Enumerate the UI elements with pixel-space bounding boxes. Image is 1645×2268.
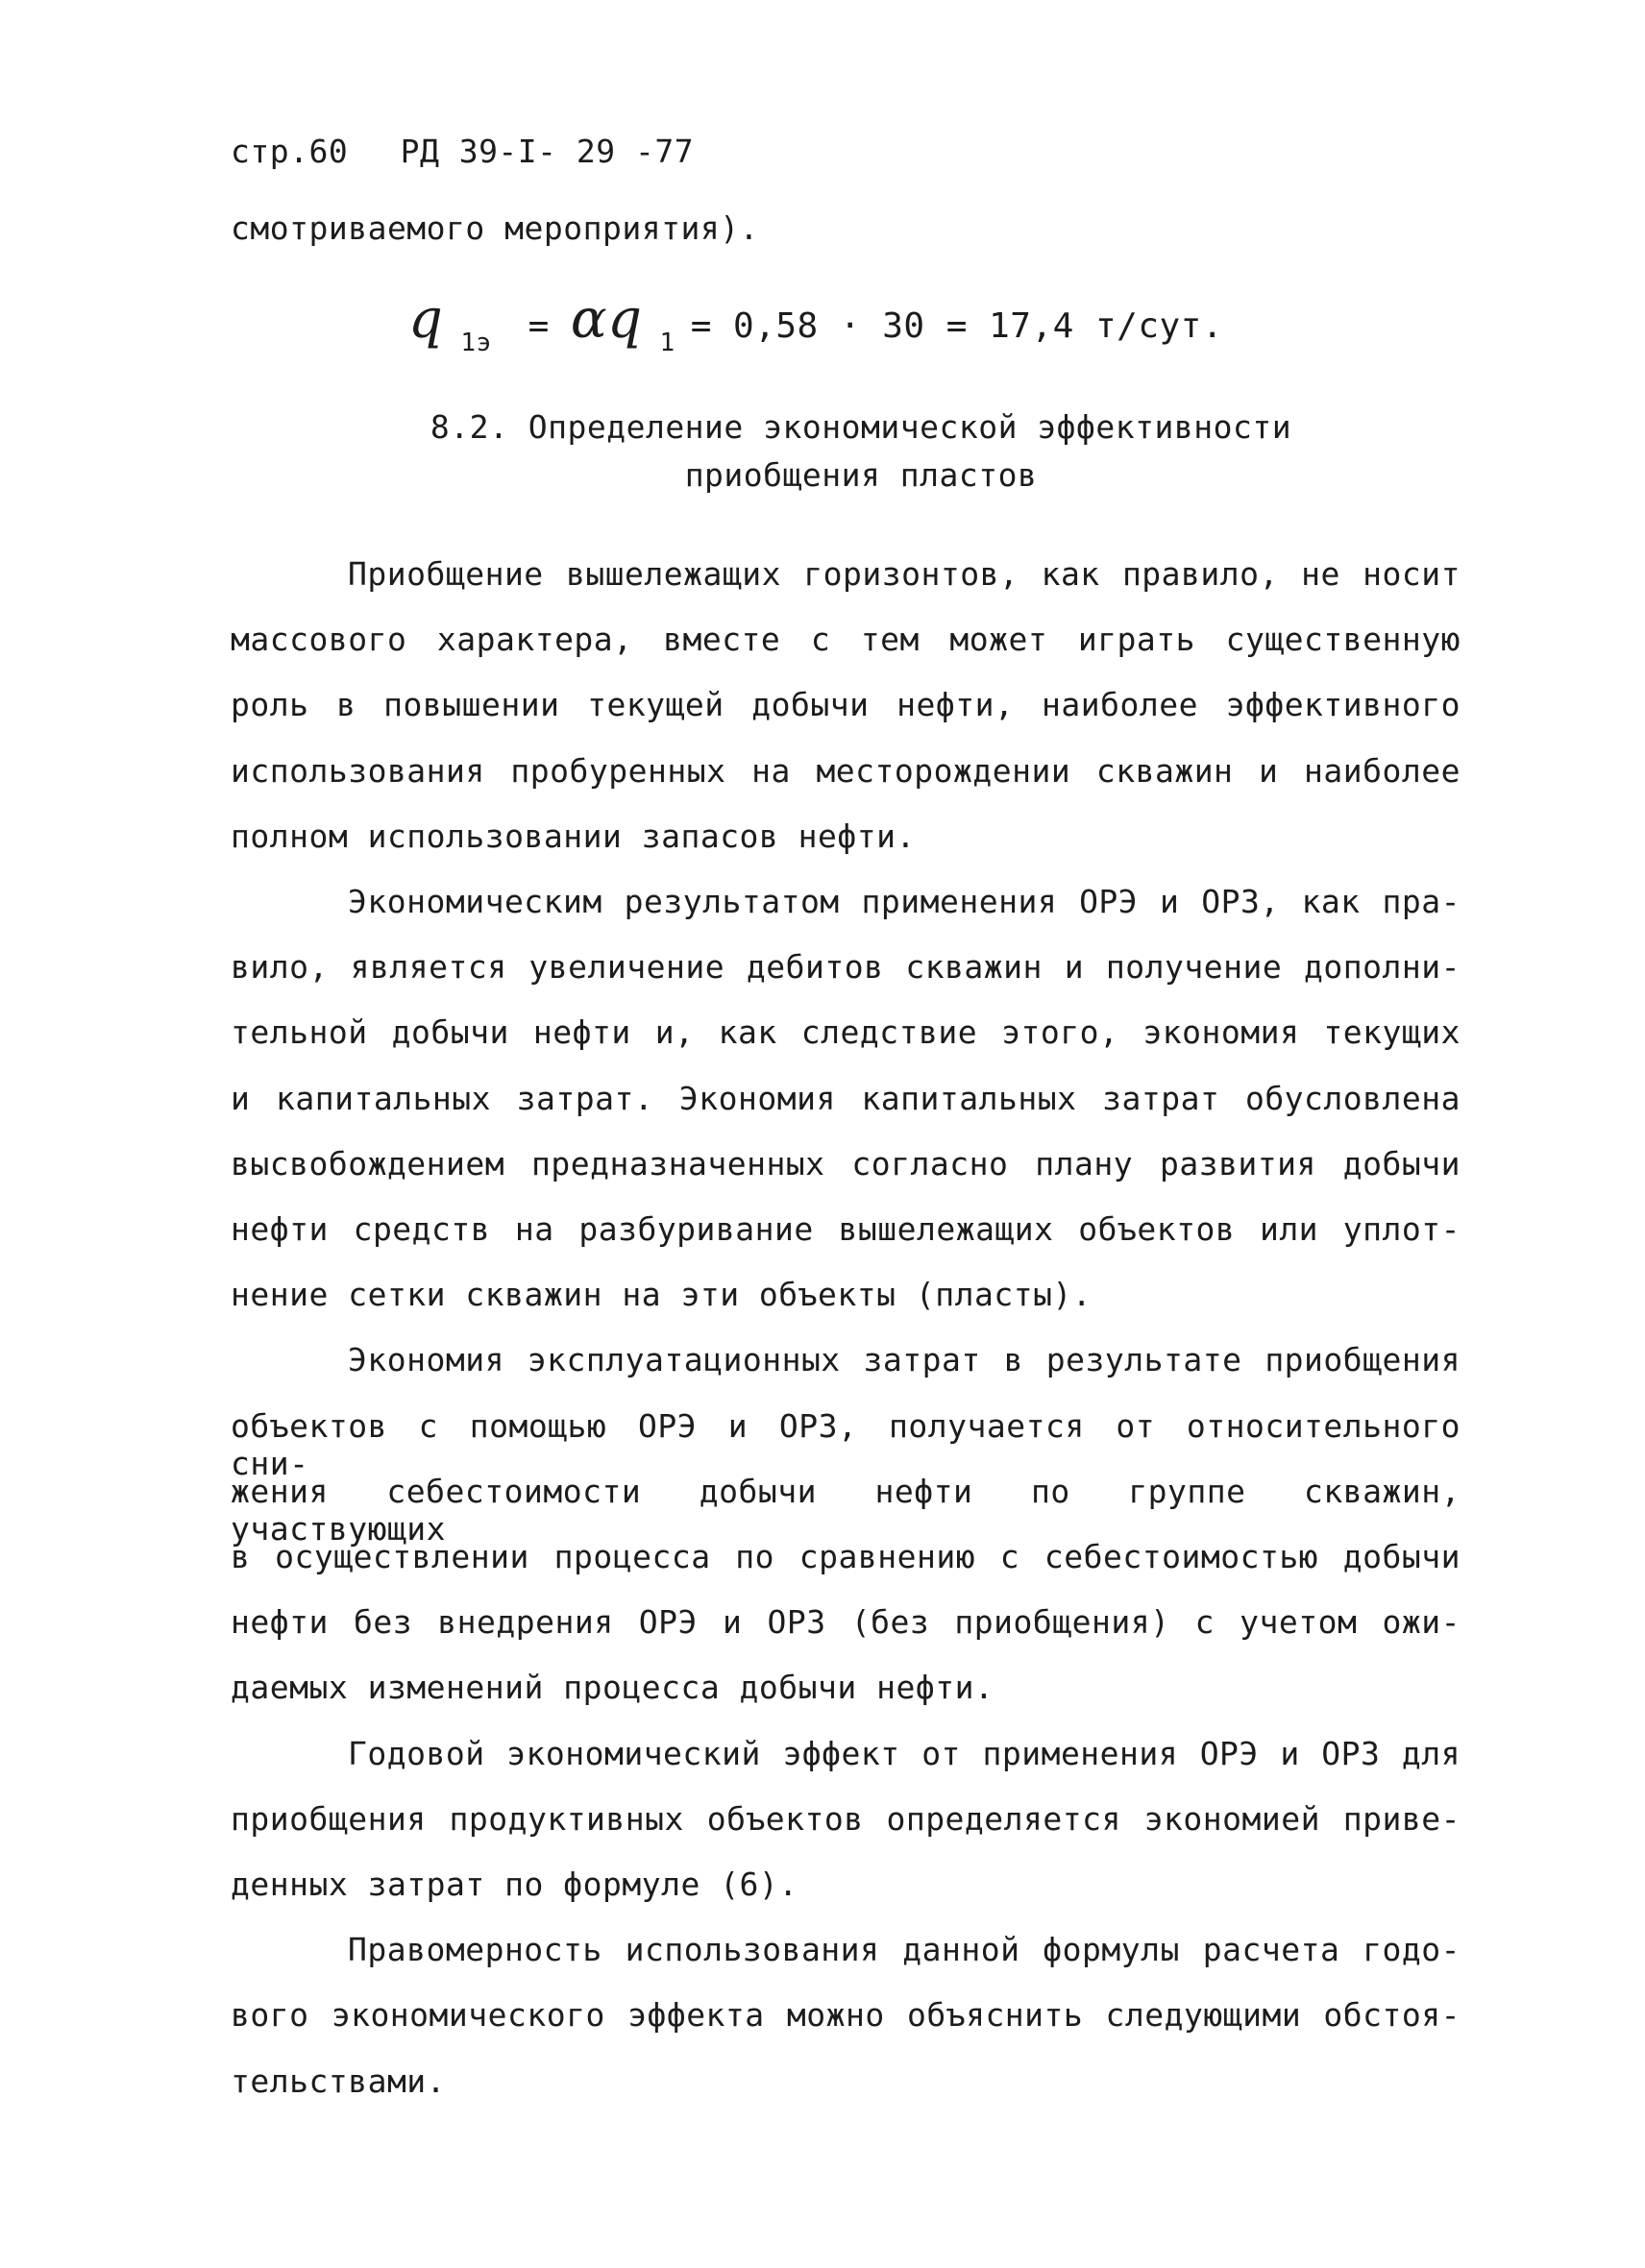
text-line: роль в повышении текущей добычи нефти, наиболее эффективного <box>231 686 1461 723</box>
continuation-text: смотриваемого мероприятия). <box>231 209 759 247</box>
text-line: объектов с помощью ОРЭ и ОРЗ, получается от относительного сни- <box>231 1407 1461 1482</box>
page-header <box>231 133 726 170</box>
text-line: Приобщение вышележащих горизонтов, как правило, не носит <box>348 555 1461 593</box>
text-line: вило, является увеличение дебитов скважин и получение дополни- <box>231 948 1461 986</box>
text-line: высвобождением предназначенных согласно плану развития добычи <box>231 1145 1461 1183</box>
text-line: Годовой экономический эффект от применения ОРЭ и ОРЗ для <box>348 1735 1461 1772</box>
text-line: денных затрат по формуле (6). <box>231 1866 798 1903</box>
text-line: Правомерность использования данной формулы расчета годо- <box>348 1931 1461 1968</box>
text-line: в осуществлении процесса по сравнению с себестоимостью добычи <box>231 1538 1461 1575</box>
text-line: нение сетки скважин на эти объекты (пласты). <box>231 1276 1093 1313</box>
text-line: нефти средств на разбуривание вышележащих объектов или уплот- <box>231 1210 1461 1248</box>
formula-mid-subscript: 1 <box>659 329 675 357</box>
section-heading-line-1: 8.2. Определение экономической эффективности <box>430 408 1292 446</box>
text-line: и капитальных затрат. Экономия капитальных затрат обусловлена <box>231 1080 1461 1117</box>
text-line: приобщения продуктивных объектов определяется экономией приве- <box>231 1800 1461 1838</box>
formula <box>408 288 1224 357</box>
text-line: полном использовании запасов нефти. <box>231 817 916 855</box>
text-line: тельной добычи нефти и, как следствие этого, экономия текущих <box>231 1013 1461 1051</box>
text-line: массового характера, вместе с тем может играть существенную <box>231 621 1461 658</box>
formula-mid-symbol: αq <box>570 288 643 351</box>
formula-lhs-subscript: 1э <box>460 329 492 357</box>
text-line: использования пробуренных на месторождении скважин и наиболее <box>231 752 1461 790</box>
formula-lhs-symbol: q <box>408 288 444 351</box>
formula-equals: = <box>528 306 550 346</box>
text-line: нефти без внедрения ОРЭ и ОРЗ (без приобщения) с учетом ожи- <box>231 1603 1461 1641</box>
section-heading-line-2: приобщения пластов <box>684 456 1038 494</box>
text-line: жения себестоимости добычи нефти по группе скважин, участвующих <box>231 1473 1461 1548</box>
text-line: Экономическим результатом применения ОРЭ и ОРЗ, как пра- <box>348 883 1461 920</box>
document-code: РД 39-I- 29 -77 <box>400 133 695 170</box>
text-line: тельствами. <box>231 2062 447 2100</box>
formula-rhs: = 0,58 · 30 = 17,4 т/сут. <box>690 306 1224 346</box>
text-line: Экономия эксплуатационных затрат в результате приобщения <box>348 1341 1461 1378</box>
text-line: даемых изменений процесса добычи нефти. <box>231 1669 994 1706</box>
page-number: стр.60 <box>231 133 349 170</box>
text-line: вого экономического эффекта можно объяснить следующими обстоя- <box>231 1996 1461 2034</box>
